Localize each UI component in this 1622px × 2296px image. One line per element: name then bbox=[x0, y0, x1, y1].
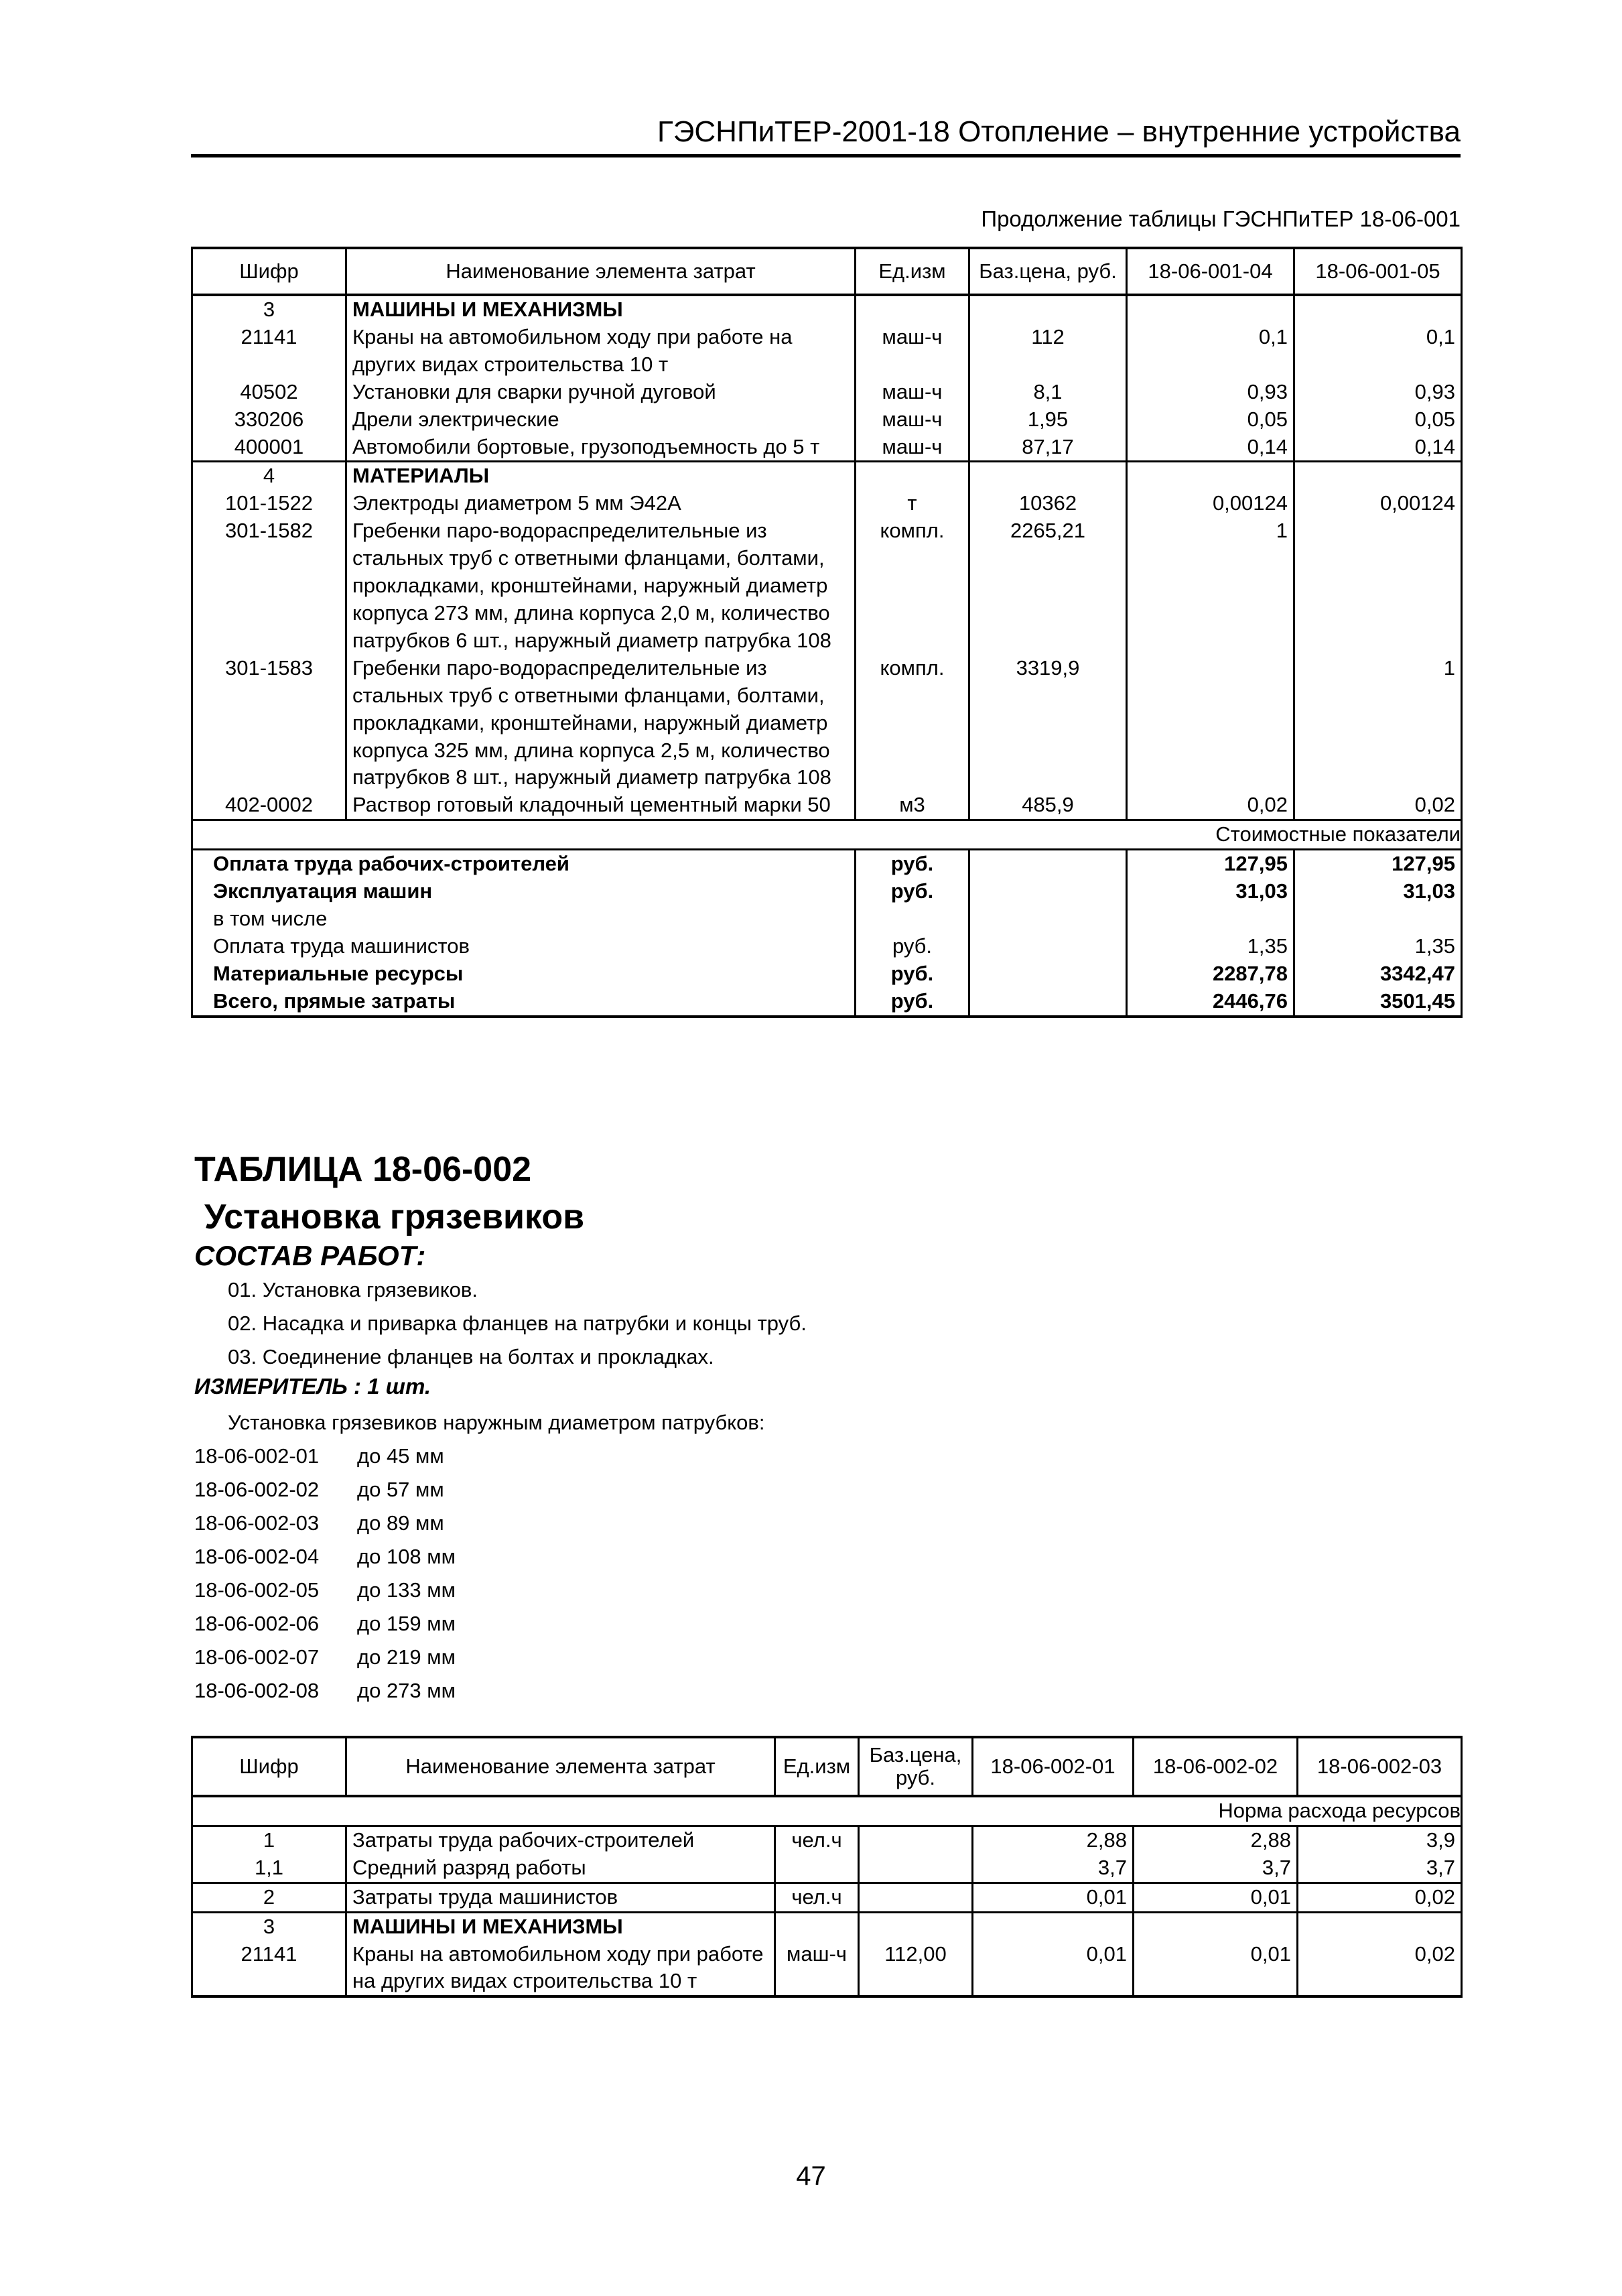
col-header-price: Баз.цена, руб. bbox=[859, 1737, 973, 1796]
cost-indicators-label-row: Стоимостные показатели bbox=[192, 820, 1462, 850]
work-step: 01. Установка грязевиков. bbox=[228, 1278, 478, 1301]
cost-row: Всего, прямые затраты руб. 2446,76 3501,45 bbox=[192, 988, 1462, 1017]
measure-unit: ИЗМЕРИТЕЛЬ : 1 шт. bbox=[194, 1374, 431, 1399]
resource-table-18-06-002 bbox=[191, 1736, 1463, 1998]
work-step: 03. Соединение фланцев на болтах и прокладках. bbox=[228, 1345, 714, 1368]
norm-label-row: Норма расхода ресурсов bbox=[192, 1796, 1462, 1826]
col-header-v2: 18-06-001-05 bbox=[1294, 248, 1462, 295]
list-item: до 108 мм bbox=[357, 1545, 456, 1568]
table-row: 4 МАТЕРИАЛЫ bbox=[192, 462, 1462, 490]
col-header-unit: Ед.изм bbox=[856, 248, 969, 295]
cost-row: в том числе bbox=[192, 905, 1462, 933]
table-row: 402-0002 Раствор готовый кладочный цементный марки 50 м3 485,9 0,02 0,02 bbox=[192, 791, 1462, 820]
list-item: до 89 мм bbox=[357, 1511, 444, 1535]
table-header-row bbox=[192, 1737, 1462, 1796]
col-header-code: Шифр bbox=[192, 1737, 346, 1796]
table-row: 1 Затраты труда рабочих-строителей чел.ч 2,88 2,88 3,9 bbox=[192, 1826, 1462, 1854]
list-item: до 159 мм bbox=[357, 1612, 456, 1635]
table-row: 2 Затраты труда машинистов чел.ч 0,01 0,01 0,02 bbox=[192, 1883, 1462, 1912]
cost-row: Оплата труда машинистов руб. 1,35 1,35 bbox=[192, 933, 1462, 960]
list-item: до 57 мм bbox=[357, 1478, 444, 1501]
table-row: 1,1 Средний разряд работы 3,7 3,7 3,7 bbox=[192, 1854, 1462, 1883]
list-item: 18-06-002-04 bbox=[194, 1545, 320, 1568]
list-item: 18-06-002-01 bbox=[194, 1444, 320, 1468]
col-header-v1: 18-06-001-04 bbox=[1127, 248, 1294, 295]
resource-table-18-06-001 bbox=[191, 247, 1463, 1018]
cost-row: Оплата труда рабочих-строителей руб. 127,95 127,95 bbox=[192, 850, 1462, 878]
composition-label: СОСТАВ РАБОТ: bbox=[194, 1240, 426, 1271]
col-header-v1: 18-06-002-01 bbox=[973, 1737, 1134, 1796]
list-item: 18-06-002-03 bbox=[194, 1511, 320, 1535]
codes-intro: Установка грязевиков наружным диаметром патрубков: bbox=[228, 1411, 765, 1434]
continuation-note: Продолжение таблицы ГЭСНПиТЕР 18-06-001 bbox=[981, 206, 1461, 231]
table-row: 400001 Автомобили бортовые, грузоподъемность до 5 т маш-ч 87,17 0,14 0,14 bbox=[192, 434, 1462, 462]
list-item: до 219 мм bbox=[357, 1645, 456, 1669]
page-number: 47 bbox=[796, 2161, 826, 2191]
table-row: 330206 Дрели электрические маш-ч 1,95 0,05 0,05 bbox=[192, 406, 1462, 434]
col-header-name: Наименование элемента затрат bbox=[346, 1737, 775, 1796]
cost-row: Эксплуатация машин руб. 31,03 31,03 bbox=[192, 878, 1462, 905]
list-item: до 133 мм bbox=[357, 1578, 456, 1602]
list-item: 18-06-002-06 bbox=[194, 1612, 320, 1635]
table-row: 40502 Установки для сварки ручной дуговой маш-ч 8,1 0,93 0,93 bbox=[192, 379, 1462, 406]
list-item: до 273 мм bbox=[357, 1679, 456, 1702]
col-header-price: Баз.цена, руб. bbox=[969, 248, 1127, 295]
cost-row: Материальные ресурсы руб. 2287,78 3342,47 bbox=[192, 960, 1462, 988]
table-row: 21141 Краны на автомобильном ходу при работе на других видах строительства 10 т маш-ч 112 0,1 0,1 bbox=[192, 324, 1462, 379]
table-row: 21141 Краны на автомобильном ходу при работе на других видах строительства 10 т маш-ч 112,00 0,01 0,01 0,02 bbox=[192, 1941, 1462, 1997]
work-step: 02. Насадка и приварка фланцев на патрубки и концы труб. bbox=[228, 1312, 807, 1335]
list-item: до 45 мм bbox=[357, 1444, 444, 1468]
list-item: 18-06-002-02 bbox=[194, 1478, 320, 1501]
table-row: 301-1582 Гребенки паро-водораспределительные из стальных труб с ответными фланцами, болтами, прокладками, кронштейнами, наружный диаметр корпуса 273 мм, длина корпуса 2,0 м, количество патрубков 6 шт., наружный диаметр патрубка 108 компл. 2265,21 1 bbox=[192, 517, 1462, 655]
table-row: 301-1583 Гребенки паро-водораспределительные из стальных труб с ответными фланцами, болтами, прокладками, кронштейнами, наружный диаметр корпуса 325 мм, длина корпуса 2,5 м, количество патрубков 8 шт., наружный диаметр патрубка 108 компл. 3319,9 1 bbox=[192, 655, 1462, 792]
list-item: 18-06-002-07 bbox=[194, 1645, 320, 1669]
table-header-row bbox=[192, 248, 1462, 295]
table-row: 3 МАШИНЫ И МЕХАНИЗМЫ bbox=[192, 295, 1462, 324]
table-row: 101-1522 Электроды диаметром 5 мм Э42А т 10362 0,00124 0,00124 bbox=[192, 490, 1462, 517]
table-subtitle: Установка грязевиков bbox=[204, 1198, 585, 1236]
running-header: ГЭСНПиТЕР-2001-18 Отопление – внутренние устройства bbox=[191, 115, 1461, 157]
col-header-name: Наименование элемента затрат bbox=[346, 248, 856, 295]
col-header-v2: 18-06-002-02 bbox=[1134, 1737, 1298, 1796]
table-title: ТАБЛИЦА 18-06-002 bbox=[194, 1150, 532, 1189]
col-header-unit: Ед.изм bbox=[775, 1737, 859, 1796]
col-header-v3: 18-06-002-03 bbox=[1298, 1737, 1462, 1796]
col-header-code: Шифр bbox=[192, 248, 346, 295]
list-item: 18-06-002-08 bbox=[194, 1679, 320, 1702]
list-item: 18-06-002-05 bbox=[194, 1578, 320, 1602]
table-row: 3 МАШИНЫ И МЕХАНИЗМЫ bbox=[192, 1912, 1462, 1940]
